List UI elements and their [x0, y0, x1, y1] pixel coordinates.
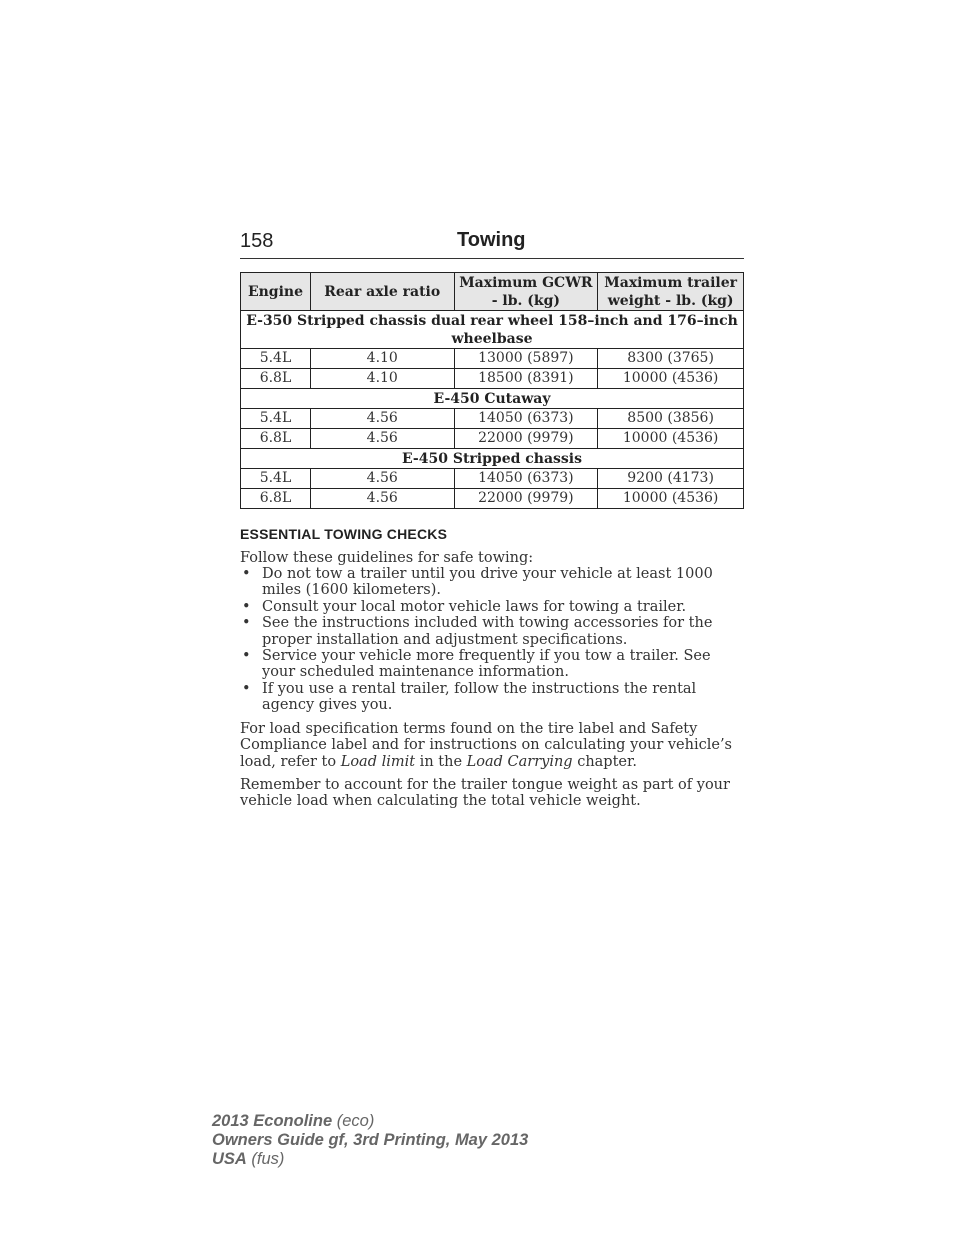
- table-row: [241, 489, 744, 509]
- column-header-rear-axle-ratio: Rear axle ratio: [310, 273, 454, 311]
- footer-market-code: (fus): [246, 1150, 285, 1168]
- table-section-row: [241, 449, 744, 469]
- list-item: [240, 615, 740, 648]
- cell-engine: 5.4L: [241, 469, 311, 489]
- cell-trailer-weight: 8500 (3856): [598, 409, 744, 429]
- cell-engine: 6.8L: [241, 429, 311, 449]
- list-item-text: If you use a rental trailer, follow the instructions the rental agency gives you.: [262, 680, 697, 714]
- paragraph-text: For load specification terms found on the tire label and Safety Compliance label and for instructions on calculating your vehicle’s load, refer to: [240, 721, 733, 770]
- cell-trailer-weight: 8300 (3765): [598, 349, 744, 369]
- cell-gcwr: 14050 (6373): [454, 409, 598, 429]
- table-row: [241, 429, 744, 449]
- table-row: [241, 369, 744, 389]
- list-item: [240, 648, 740, 681]
- table-row: [241, 409, 744, 429]
- section-heading: ESSENTIAL TOWING CHECKS: [240, 526, 448, 542]
- bullet-icon: •: [242, 598, 251, 615]
- bullet-icon: •: [242, 648, 251, 665]
- cell-gcwr: 13000 (5897): [454, 349, 598, 369]
- paragraph-text: chapter.: [572, 753, 637, 770]
- cell-engine: 6.8L: [241, 489, 311, 509]
- list-item: [240, 566, 740, 599]
- table-row: [241, 349, 744, 369]
- cell-engine: 5.4L: [241, 349, 311, 369]
- table-row: [241, 469, 744, 489]
- footer-model-code: (eco): [332, 1112, 375, 1130]
- cell-axle-ratio: 4.56: [310, 469, 454, 489]
- cell-gcwr: 22000 (9979): [454, 489, 598, 509]
- table-header-row: [241, 273, 744, 311]
- list-item-text: Do not tow a trailer until you drive your vehicle at least 1000 miles (1600 kilometers).: [262, 566, 713, 599]
- load-limit-reference: Load limit: [340, 753, 416, 770]
- section-title: E-450 Stripped chassis: [241, 449, 744, 469]
- footer-line-3: [212, 1150, 528, 1169]
- column-header-engine: Engine: [241, 273, 311, 311]
- column-header-max-trailer-weight: Maximum trailer weight - lb. (kg): [598, 273, 744, 311]
- list-item-text: See the instructions included with towing accessories for the proper installation and adjustment specifications.: [262, 615, 713, 648]
- cell-axle-ratio: 4.56: [310, 429, 454, 449]
- cell-trailer-weight: 10000 (4536): [598, 489, 744, 509]
- footer-model: 2013 Econoline: [212, 1112, 333, 1130]
- list-item-text: Service your vehicle more frequently if you tow a trailer. See your scheduled maintenance information.: [262, 648, 711, 681]
- table-section-row: [241, 389, 744, 409]
- list-item: [240, 681, 740, 714]
- list-item-text: Consult your local motor vehicle laws for towing a trailer.: [262, 598, 687, 615]
- table-section-row: [241, 311, 744, 349]
- cell-axle-ratio: 4.10: [310, 349, 454, 369]
- section-title: E-450 Cutaway: [241, 389, 744, 409]
- paragraph-text: in the: [415, 753, 467, 770]
- page-header: [240, 228, 744, 259]
- cell-gcwr: 18500 (8391): [454, 369, 598, 389]
- cell-gcwr: 22000 (9979): [454, 429, 598, 449]
- page-footer: [212, 1112, 528, 1169]
- footer-line-2: Owners Guide gf, 3rd Printing, May 2013: [212, 1131, 529, 1149]
- cell-axle-ratio: 4.10: [310, 369, 454, 389]
- tongue-weight-paragraph: Remember to account for the trailer tongue weight as part of your vehicle load when calculating the total vehicle weight.: [240, 777, 730, 810]
- section-title: E-350 Stripped chassis dual rear wheel 158–inch and 176–inch wheelbase: [241, 311, 744, 349]
- guidelines-list: [240, 566, 740, 714]
- bullet-icon: •: [242, 615, 251, 632]
- page-title: Towing: [457, 229, 526, 251]
- intro-text: Follow these guidelines for safe towing:: [240, 550, 534, 566]
- cell-axle-ratio: 4.56: [310, 489, 454, 509]
- cell-trailer-weight: 10000 (4536): [598, 429, 744, 449]
- bullet-icon: •: [242, 680, 251, 697]
- cell-gcwr: 14050 (6373): [454, 469, 598, 489]
- column-header-max-gcwr: Maximum GCWR - lb. (kg): [454, 273, 598, 311]
- page-number: 158: [240, 230, 274, 252]
- cell-trailer-weight: 10000 (4536): [598, 369, 744, 389]
- footer-line-1: [212, 1112, 528, 1131]
- load-spec-paragraph: [240, 721, 740, 770]
- towing-spec-table: [240, 272, 744, 509]
- cell-trailer-weight: 9200 (4173): [598, 469, 744, 489]
- cell-axle-ratio: 4.56: [310, 409, 454, 429]
- bullet-icon: •: [242, 566, 251, 582]
- load-carrying-reference: Load Carrying: [466, 753, 573, 770]
- list-item: [240, 599, 740, 615]
- cell-engine: 6.8L: [241, 369, 311, 389]
- cell-engine: 5.4L: [241, 409, 311, 429]
- footer-market: USA: [212, 1150, 247, 1168]
